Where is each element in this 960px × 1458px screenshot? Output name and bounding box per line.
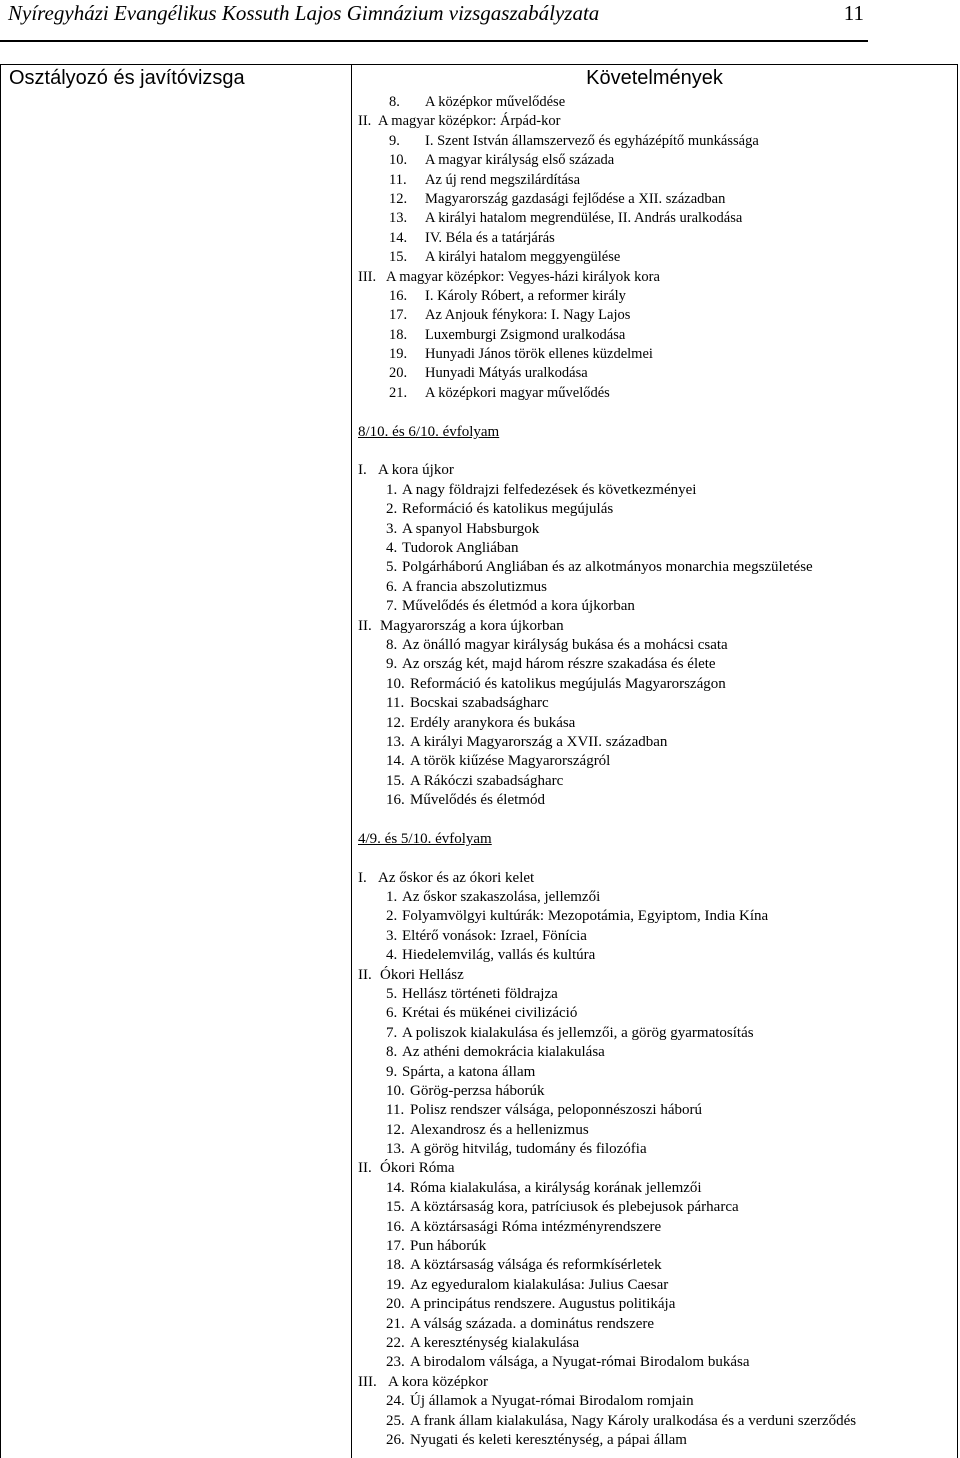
topic-item	[358, 927, 954, 946]
requirements-heading: Követelmények	[586, 67, 723, 89]
topic-item	[358, 907, 954, 926]
item-number: 1.	[386, 889, 398, 906]
topic-item	[358, 364, 954, 383]
item-number: 12.	[386, 714, 405, 731]
item-number: 13.	[386, 733, 405, 750]
item-number: 26.	[386, 1431, 405, 1448]
item-number: 20.	[389, 365, 408, 382]
item-text: Róma kialakulása, a királyság korának jellemzői	[410, 1179, 702, 1196]
topic-heading	[358, 617, 954, 636]
item-text: A kora középkor	[388, 1373, 488, 1390]
item-text: A középkori magyar művelődés	[425, 384, 610, 401]
item-text: Hellász történeti földrajza	[402, 985, 558, 1002]
item-text: A görög hitvilág, tudomány és filozófia	[410, 1141, 647, 1158]
item-text: A török kiűzése Magyarországról	[410, 753, 611, 770]
item-text: Luxemburgi Zsigmond uralkodása	[425, 326, 626, 343]
topic-heading	[358, 1159, 954, 1178]
item-text: A válság százada. a dominátus rendszere	[410, 1315, 655, 1332]
topic-item	[358, 520, 954, 539]
topic-item	[358, 946, 954, 965]
item-number: 3.	[386, 520, 398, 537]
item-number: 20.	[386, 1296, 405, 1313]
topic-item	[358, 1004, 954, 1023]
topic-item	[358, 578, 954, 597]
grade-heading	[358, 423, 954, 442]
item-number: III.	[358, 268, 377, 285]
item-number: 10.	[386, 1082, 405, 1099]
topic-item	[358, 132, 954, 151]
topic-item	[358, 229, 954, 248]
topic-item	[358, 1101, 954, 1120]
topic-item	[358, 888, 954, 907]
item-text: Az Anjouk fénykora: I. Nagy Lajos	[425, 307, 631, 324]
topic-item	[358, 93, 954, 112]
topic-item	[358, 985, 954, 1004]
item-text: Reformáció és katolikus megújulás Magyarországon	[410, 675, 726, 692]
item-number: 15.	[386, 1199, 405, 1216]
topic-item	[358, 1353, 954, 1372]
requirements-table	[0, 64, 958, 1458]
item-text: Az ország két, majd három részre szakadása és élete	[402, 656, 716, 673]
item-text: A poliszok kialakulása és jellemzői, a görög gyarmatosítás	[402, 1024, 754, 1041]
item-text: Görög-perzsa háborúk	[410, 1082, 545, 1099]
item-number: 21.	[386, 1315, 405, 1332]
item-number: 17.	[386, 1238, 405, 1255]
topic-item	[358, 597, 954, 616]
item-number: 24.	[386, 1393, 405, 1410]
item-number: 9.	[389, 132, 400, 149]
item-number: 12.	[389, 190, 408, 207]
item-text: Ókori Hellász	[380, 966, 464, 983]
item-text: A királyi hatalom meggyengülése	[425, 249, 621, 266]
topic-item	[358, 1237, 954, 1256]
topic-item	[358, 636, 954, 655]
topic-item	[358, 694, 954, 713]
item-text: Hiedelemvilág, vallás és kultúra	[402, 947, 596, 964]
item-number: II.	[358, 1160, 372, 1177]
item-number: 9.	[386, 1063, 398, 1080]
exam-type-heading: Osztályozó és javítóvizsga	[9, 67, 245, 89]
item-text: Tudorok Angliában	[402, 539, 519, 556]
item-number: II.	[358, 966, 372, 983]
item-text: A francia abszolutizmus	[402, 578, 547, 595]
section-early-modern	[358, 461, 954, 810]
grade-label: 8/10. és 6/10. évfolyam	[358, 423, 500, 440]
item-number: 18.	[386, 1257, 405, 1274]
item-number: 8.	[386, 1044, 398, 1061]
item-number: II.	[358, 617, 372, 634]
topic-item	[358, 1082, 954, 1101]
item-number: 8.	[386, 636, 398, 653]
topic-heading	[358, 966, 954, 985]
item-number: 19.	[389, 346, 408, 363]
item-text: I. Károly Róbert, a reformer király	[425, 287, 626, 304]
item-text: IV. Béla és a tatárjárás	[425, 229, 555, 246]
grade-label: 4/9. és 5/10. évfolyam	[358, 830, 492, 847]
item-text: Az önálló magyar királyság bukása és a mohácsi csata	[402, 636, 728, 653]
item-text: Hunyadi János török ellenes küzdelmei	[425, 346, 653, 363]
item-number: 11.	[386, 695, 405, 712]
item-text: Krétai és mükénei civilizáció	[402, 1005, 578, 1022]
item-number: 11.	[386, 1102, 405, 1119]
item-number: 5.	[386, 559, 398, 576]
header-divider	[0, 40, 868, 42]
item-number: 19.	[386, 1276, 405, 1293]
item-text: Bocskai szabadságharc	[410, 695, 549, 712]
item-text: Új államok a Nyugat-római Birodalom romjain	[410, 1393, 694, 1410]
item-number: 14.	[386, 753, 405, 770]
topic-item	[358, 714, 954, 733]
topic-item	[358, 384, 954, 403]
item-text: Az athéni demokrácia kialakulása	[402, 1044, 605, 1061]
topic-item	[358, 1334, 954, 1353]
item-number: 10.	[386, 675, 405, 692]
item-text: Az új rend megszilárdítása	[425, 171, 581, 188]
item-number: 1.	[386, 481, 398, 498]
topic-item	[358, 675, 954, 694]
section-medieval	[358, 93, 954, 403]
item-text: A királyi hatalom megrendülése, II. András uralkodása	[425, 210, 743, 227]
item-text: Hunyadi Mátyás uralkodása	[425, 365, 588, 382]
item-text: Erdély aranykora és bukása	[410, 714, 576, 731]
section-ancient	[358, 869, 954, 1451]
topic-item	[358, 1431, 954, 1450]
item-text: A királyi Magyarország a XVII. században	[410, 733, 668, 750]
column-divider	[351, 65, 352, 1458]
item-text: Spárta, a katona állam	[402, 1063, 536, 1080]
page-number: 11	[843, 1, 864, 25]
item-number: 15.	[386, 772, 405, 789]
item-text: A frank állam kialakulása, Nagy Károly uralkodása és a verduni szerződés	[410, 1412, 857, 1429]
item-text: Ókori Róma	[380, 1160, 455, 1177]
item-number: 14.	[386, 1179, 405, 1196]
item-number: 17.	[389, 307, 408, 324]
topic-item	[358, 655, 954, 674]
item-text: Folyamvölgyi kultúrák: Mezopotámia, Egyiptom, India Kína	[402, 908, 769, 925]
topic-item	[358, 500, 954, 519]
topic-item	[358, 752, 954, 771]
item-text: Nyugati és keleti kereszténység, a pápai állam	[410, 1431, 687, 1448]
page-header	[0, 0, 960, 46]
item-number: 3.	[386, 927, 398, 944]
item-number: 18.	[389, 326, 408, 343]
item-text: Művelődés és életmód a kora újkorban	[402, 598, 635, 615]
item-number: 16.	[389, 287, 408, 304]
topic-item	[358, 481, 954, 500]
topic-heading	[358, 268, 954, 287]
item-number: 16.	[386, 792, 405, 809]
item-text: I. Szent István államszervező és egyházépítő munkássága	[425, 132, 759, 149]
item-text: Az egyeduralom kialakulása: Julius Caesar	[410, 1276, 669, 1293]
topic-item	[358, 248, 954, 267]
topic-item	[358, 1043, 954, 1062]
item-number: I.	[358, 869, 367, 886]
topic-item	[358, 1392, 954, 1411]
item-text: A magyar királyság első százada	[425, 152, 615, 169]
item-text: Művelődés és életmód	[410, 792, 545, 809]
item-text: A középkor művelődése	[425, 94, 566, 110]
item-number: 10.	[389, 152, 408, 169]
item-number: 4.	[386, 947, 398, 964]
item-text: A spanyol Habsburgok	[402, 520, 540, 537]
item-number: 23.	[386, 1354, 405, 1371]
topic-heading	[358, 1373, 954, 1392]
topic-item	[358, 1218, 954, 1237]
item-number: 22.	[386, 1335, 405, 1351]
topic-item	[358, 171, 954, 190]
item-text: Az őskor szakaszolása, jellemzői	[402, 889, 601, 906]
item-number: II.	[358, 113, 372, 130]
item-number: 4.	[386, 539, 398, 556]
item-number: 16.	[386, 1218, 405, 1235]
item-number: 7.	[386, 598, 398, 615]
topic-item	[358, 1412, 954, 1431]
topic-item	[358, 772, 954, 791]
topic-item	[358, 151, 954, 170]
item-text: A kora újkor	[378, 462, 454, 479]
topic-item	[358, 539, 954, 558]
requirements-content	[358, 93, 954, 1450]
topic-item	[358, 1295, 954, 1314]
topic-item	[358, 1024, 954, 1043]
topic-heading	[358, 112, 954, 131]
item-number: 2.	[386, 501, 398, 518]
topic-item	[358, 733, 954, 752]
document-title: Nyíregyházi Evangélikus Kossuth Lajos Gimnázium vizsgaszabályzata	[8, 1, 600, 25]
item-number: 13.	[386, 1141, 405, 1158]
topic-item	[358, 791, 954, 810]
topic-item	[358, 209, 954, 228]
topic-item	[358, 1198, 954, 1217]
item-number: 5.	[386, 985, 398, 1002]
item-number: 15.	[389, 249, 408, 266]
topic-item	[358, 190, 954, 209]
item-text: A nagy földrajzi felfedezések és következményei	[402, 481, 697, 498]
item-text: Pun háborúk	[410, 1238, 487, 1255]
item-text: A köztársaság kora, patríciusok és plebejusok párharca	[410, 1199, 739, 1216]
topic-item	[358, 287, 954, 306]
item-text: Eltérő vonások: Izrael, Fönícia	[402, 927, 587, 944]
topic-item	[358, 1063, 954, 1082]
item-text: A köztársaság válsága és reformkísérletek	[410, 1257, 662, 1274]
item-number: 8.	[389, 94, 400, 110]
item-number: 14.	[389, 229, 408, 246]
topic-item	[358, 345, 954, 364]
item-text: Polgárháború Angliában és az alkotmányos monarchia megszületése	[402, 559, 813, 576]
topic-item	[358, 306, 954, 325]
item-number: 6.	[386, 1005, 398, 1022]
topic-item	[358, 326, 954, 345]
topic-item	[358, 1256, 954, 1275]
item-text: A magyar középkor: Vegyes-házi királyok kora	[386, 268, 660, 285]
topic-item	[358, 1140, 954, 1159]
item-text: Magyarország a kora újkorban	[380, 617, 564, 634]
item-number: 21.	[389, 384, 408, 401]
topic-item	[358, 1315, 954, 1334]
item-text: Polisz rendszer válsága, peloponnészoszi háború	[410, 1102, 702, 1119]
topic-item	[358, 558, 954, 577]
item-text: A köztársasági Róma intézményrendszere	[410, 1218, 662, 1235]
item-text: A birodalom válsága, a Nyugat-római Birodalom bukása	[410, 1354, 750, 1371]
topic-item	[358, 1121, 954, 1140]
item-number: 6.	[386, 578, 398, 595]
topic-heading	[358, 869, 954, 888]
item-number: 11.	[389, 171, 407, 188]
topic-item	[358, 1276, 954, 1295]
item-text: Reformáció és katolikus megújulás	[402, 501, 614, 518]
item-text: A Rákóczi szabadságharc	[410, 772, 564, 789]
item-text: A kereszténység kialakulása	[410, 1335, 580, 1351]
item-text: Az őskor és az ókori kelet	[378, 869, 535, 886]
item-number: 13.	[389, 210, 408, 227]
item-text: Alexandrosz és a hellenizmus	[410, 1121, 589, 1138]
item-number: 12.	[386, 1121, 405, 1138]
item-number: 2.	[386, 908, 398, 925]
item-text: A magyar középkor: Árpád-kor	[378, 113, 561, 130]
item-number: 9.	[386, 656, 398, 673]
topic-item	[358, 1179, 954, 1198]
item-number: III.	[358, 1373, 377, 1390]
item-number: 25.	[386, 1412, 405, 1429]
topic-heading	[358, 461, 954, 480]
item-number: 7.	[386, 1024, 398, 1041]
item-number: I.	[358, 462, 367, 479]
item-text: A principátus rendszere. Augustus politikája	[410, 1296, 676, 1313]
grade-heading	[358, 830, 954, 849]
item-text: Magyarország gazdasági fejlődése a XII. században	[425, 190, 726, 207]
